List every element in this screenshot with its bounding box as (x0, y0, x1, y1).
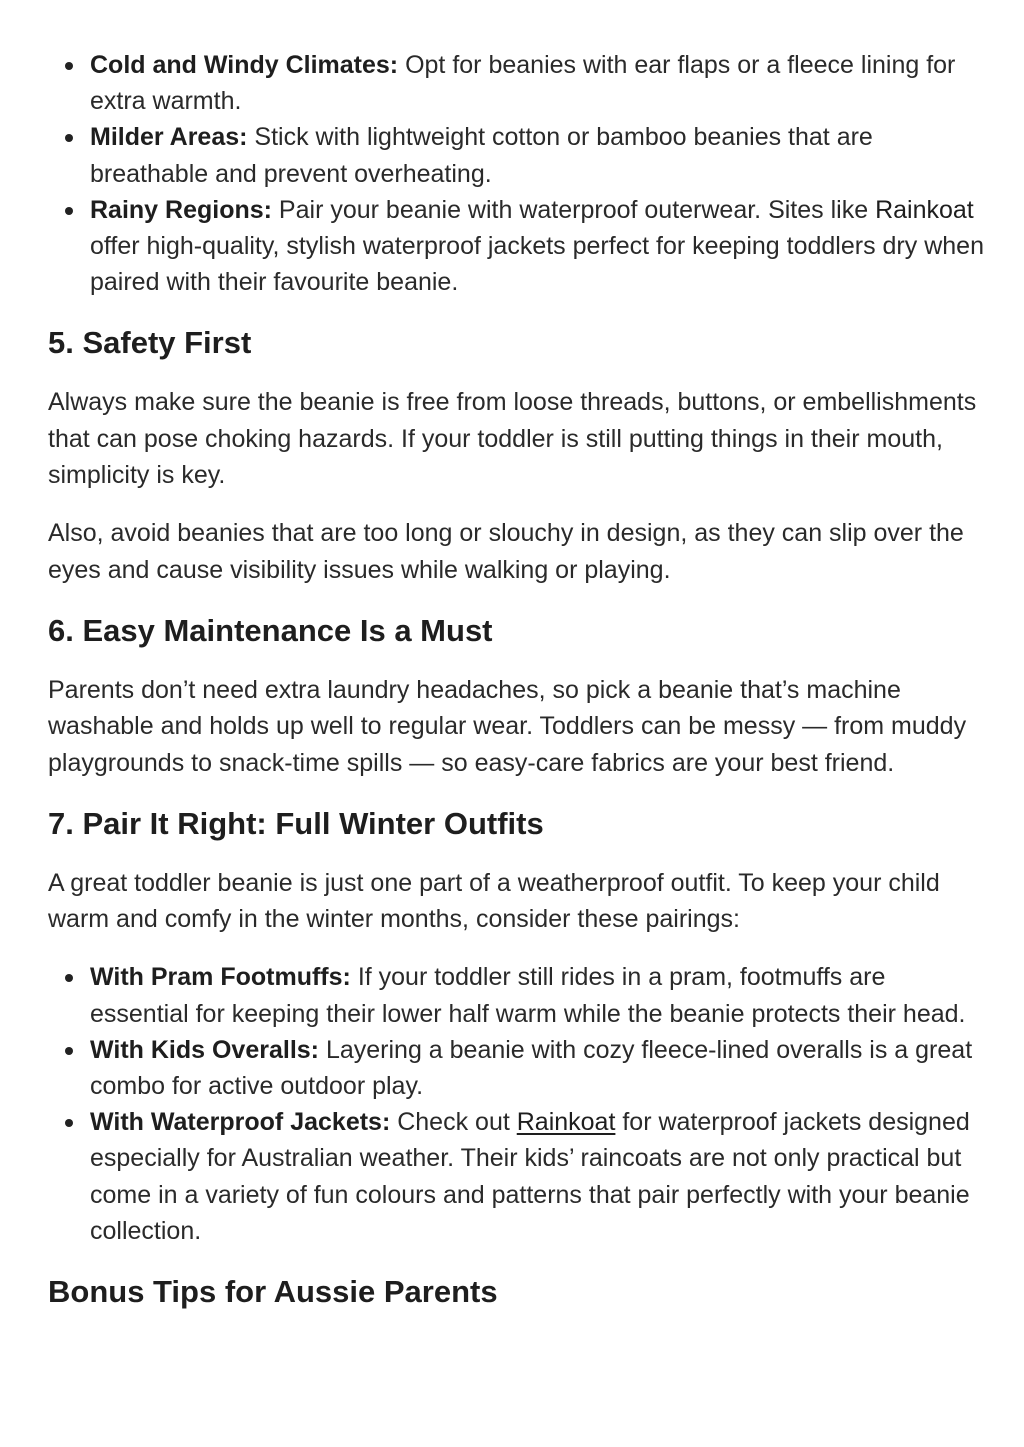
section-heading-bonus: Bonus Tips for Aussie Parents (48, 1274, 498, 1310)
list-item-text: offer high-quality, stylish waterproof jackets perfect for keeping toddlers dry when paired with their favourite beanie. (90, 232, 984, 297)
section-heading-safety: 5. Safety First (48, 325, 252, 361)
list-item-label: With Kids Overalls: (90, 1035, 319, 1064)
list-item (90, 1032, 988, 1104)
list-item (90, 1104, 988, 1249)
list-item-text: Pair your beanie with waterproof outerwear. Sites like (271, 195, 876, 224)
rainkoat-link[interactable]: Rainkoat (516, 1108, 616, 1137)
list-item-text: Layering a beanie with cozy fleece-lined overalls is a great combo for active outdoor play. (90, 1035, 973, 1100)
article-content (48, 47, 988, 1312)
paragraph: A great toddler beanie is just one part of a weatherproof outfit. To keep your child warm and comfy in the winter months, consider these pairings: (48, 868, 940, 934)
paragraph: Also, avoid beanies that are too long or slouchy in design, as they can slip over the eyes and cause visibility issues while walking or playing. (48, 519, 964, 584)
list-item-label: Rainy Regions: (90, 195, 272, 224)
list-item-label: With Waterproof Jackets: (90, 1108, 391, 1137)
paragraph: Always make sure the beanie is free from loose threads, buttons, or embellishments that can pose choking hazards. If your toddler is still putting things in their mouth, simplicity is key. (48, 388, 977, 490)
list-item-label: Cold and Windy Climates: (90, 51, 399, 79)
list-item (90, 119, 988, 191)
list-item-label: Milder Areas: (90, 123, 248, 152)
climate-tips-list (48, 47, 988, 300)
list-item-text: for waterproof jackets designed especially for Australian weather. Their kids’ raincoats are not only practical but come in a variety of fun colours and patterns that pair perfectly with your beanie collection. (90, 1108, 970, 1245)
list-item-text: If your toddler still rides in a pram, footmuffs are essential for keeping their lower half warm while the beanie protects their head. (90, 963, 966, 1028)
section-heading-maintenance: 6. Easy Maintenance Is a Must (48, 612, 493, 648)
list-item-text: Opt for beanies with ear flaps or a fleece lining for extra warmth. (90, 51, 956, 116)
list-item (90, 47, 988, 119)
list-item (90, 192, 988, 301)
brand-name: Rainkoat (875, 195, 974, 224)
section-heading-pairing: 7. Pair It Right: Full Winter Outfits (48, 805, 544, 841)
list-item-label: With Pram Footmuffs: (90, 963, 351, 992)
paragraph: Parents don’t need extra laundry headaches, so pick a beanie that’s machine washable and holds up well to regular wear. Toddlers can be messy — from muddy playgrounds to snack-time spills — so easy-care fabrics are your best friend. (48, 675, 967, 777)
list-item (90, 959, 988, 1031)
list-item-text: Check out (390, 1108, 517, 1137)
pairing-list (48, 959, 988, 1249)
list-item-text: Stick with lightweight cotton or bamboo beanies that are breathable and prevent overheating. (90, 123, 873, 188)
